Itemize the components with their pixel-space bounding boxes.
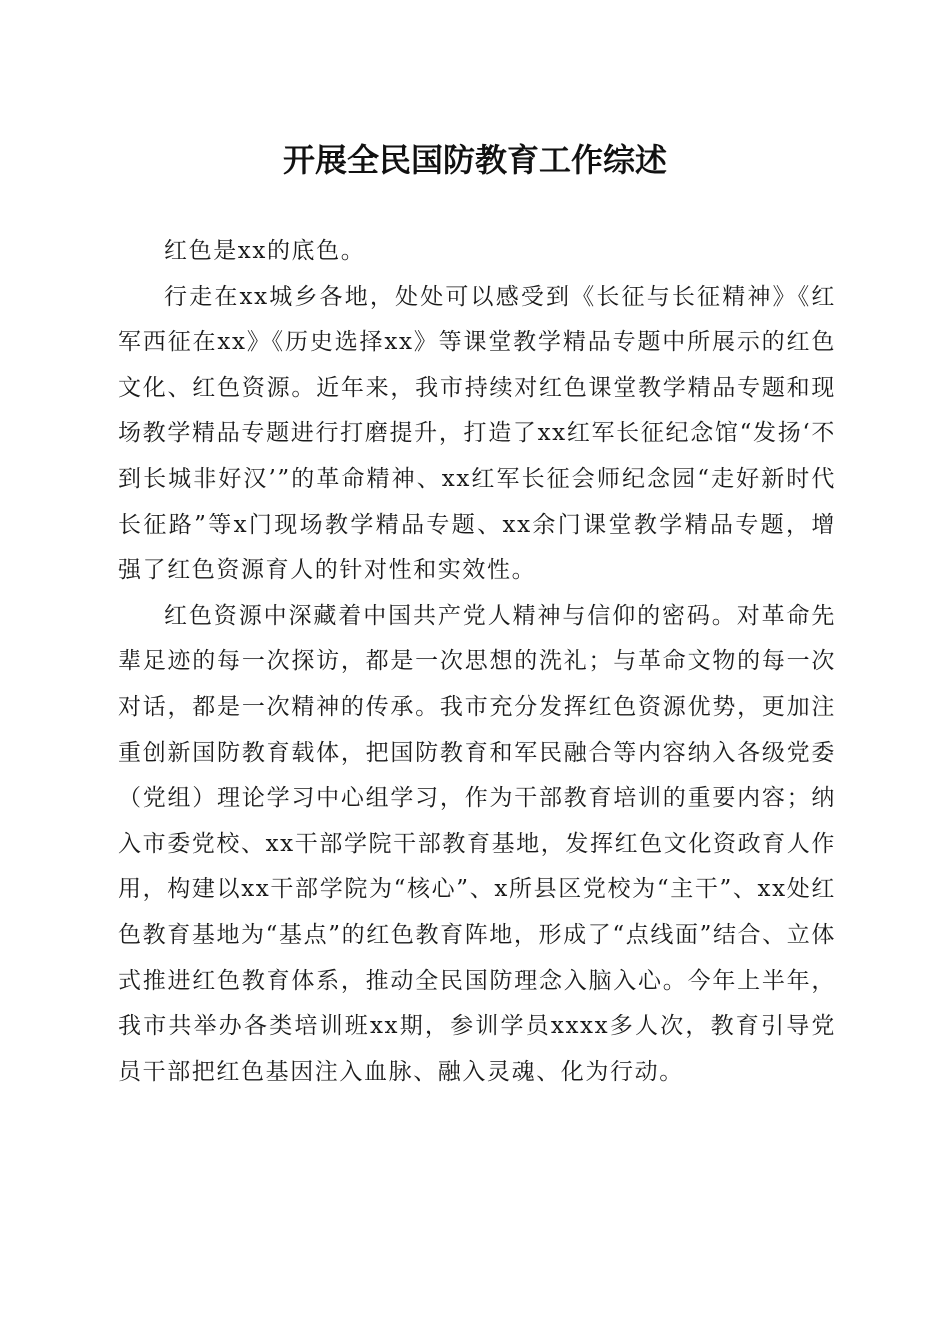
paragraph-red-courses: 行走在xx城乡各地，处处可以感受到《长征与长征精神》《红军西征在xx》《历史选择xx》等课堂教学精品专题中所展示的红色文化、红色资源。近年来，我市持续对红色课堂教学精品专题和现场教学精品专题进行打磨提升，打造了xx红军长征纪念馆“发扬‘不到长城非好汉’”的革命精神、xx红军长征会师纪念园“走好新时代长征路”等x门现场教学精品专题、xx余门课堂教学精品专题，增强了红色资源育人的针对性和实效性。: [118, 283, 836, 584]
paragraph-intro: 红色是xx的底色。: [164, 238, 366, 264]
document-body: [118, 229, 836, 1095]
document-title: 开展全民国防教育工作综述: [282, 141, 667, 179]
paragraph-red-resources: 红色资源中深藏着中国共产党人精神与信仰的密码。对革命先辈足迹的每一次探访，都是一次思想的洗礼；与革命文物的每一次对话，都是一次精神的传承。我市充分发挥红色资源优势，更加注重创新国防教育载体，把国防教育和军民融合等内容纳入各级党委（党组）理论学习中心组学习，作为干部教育培训的重要内容；纳入市委党校、xx干部学院干部教育基地，发挥红色文化资政育人作用，构建以xx干部学院为“核心”、x所县区党校为“主干”、xx处红色教育基地为“基点”的红色教育阵地，形成了“点线面”结合、立体式推进红色教育体系，推动全民国防理念入脑入心。今年上半年，我市共举办各类培训班xx期，参训学员xxxx多人次，教育引导党员干部把红色基因注入血脉、融入灵魂、化为行动。: [118, 602, 836, 1085]
